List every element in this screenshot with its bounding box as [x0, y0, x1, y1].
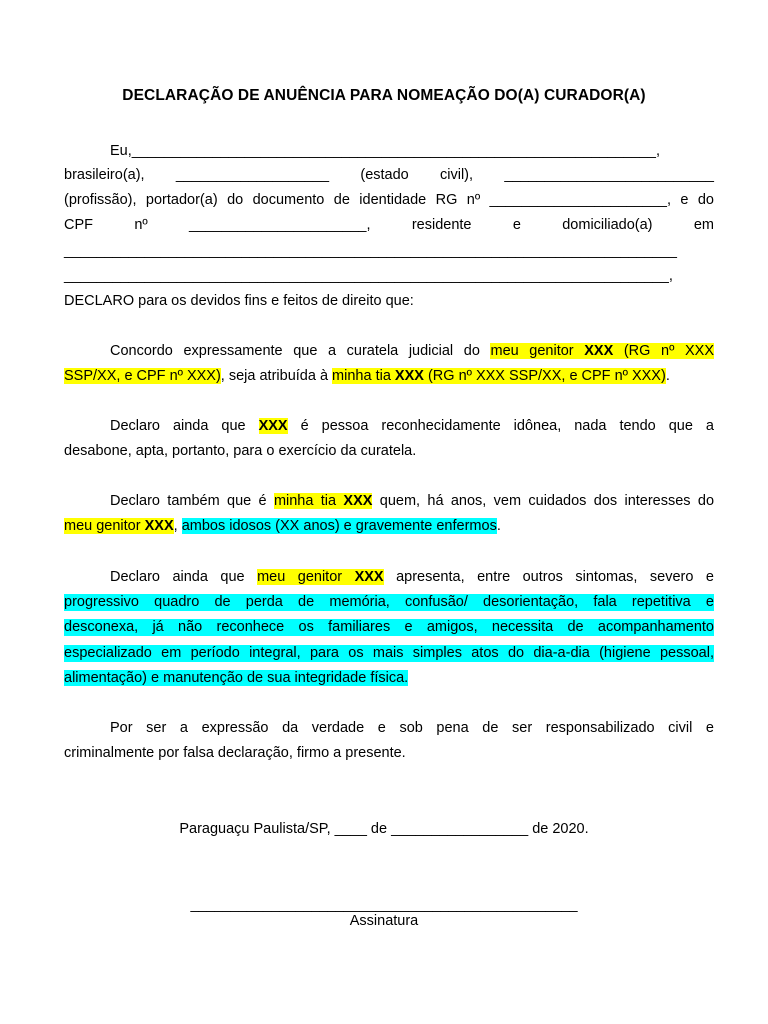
p4-line-5: alimentação) e manutenção de sua integridade física.	[64, 670, 409, 686]
intro-line-rg: (profissão), portador(a) do documento de identidade RG nº ______________________, e do	[64, 192, 714, 208]
place-date: Paraguaçu Paulista/SP, ____ de _________________ de 2020.	[179, 821, 589, 837]
p3-line-1: Declaro também que é minha tia XXX quem, há anos, vem cuidados dos interesses do	[110, 493, 715, 509]
intro-line-nationality: brasileiro(a), ___________________ (estado civil), __________________________	[64, 167, 714, 183]
p1-line-2: SSP/XX, e CPF nº XXX), seja atribuída à minha tia XXX (RG nº XXX SSP/XX, e CPF nº XXX).	[64, 368, 670, 384]
signature-label: Assinatura	[349, 913, 419, 929]
p5-line-2: criminalmente por falsa declaração, firmo a presente.	[64, 745, 406, 761]
p1-line-1: Concordo expressamente que a curatela judicial do meu genitor XXX (RG nº XXX	[110, 343, 714, 359]
p4-line-1: Declaro ainda que meu genitor XXX apresenta, entre outros sintomas, severo e	[110, 569, 714, 585]
p4-line-2: progressivo quadro de perda de memória, confusão/ desorientação, fala repetitiva e	[64, 594, 714, 610]
document-title: DECLARAÇÃO DE ANUÊNCIA PARA NOMEAÇÃO DO(A) CURADOR(A)	[122, 87, 646, 104]
declaro-line: DECLARO para os devidos fins e feitos de direito que:	[64, 293, 414, 309]
intro-line-name: Eu,_________________________________________________________________,	[110, 143, 660, 159]
intro-line-address-2: ___________________________________________________________________________,	[64, 268, 673, 284]
p4-line-3: desconexa, já não reconhece os familiares e amigos, necessita de acompanhamento	[64, 619, 714, 635]
intro-line-address-1: ____________________________________________________________________________	[64, 243, 677, 259]
p5-line-1: Por ser a expressão da verdade e sob pena de ser responsabilizado civil e	[110, 720, 714, 736]
p3-line-2: meu genitor XXX, ambos idosos (XX anos) e gravemente enfermos.	[64, 518, 501, 534]
p2-line-2: desabone, apta, portanto, para o exercício da curatela.	[64, 443, 417, 459]
intro-line-cpf: CPF nº ______________________, residente e domiciliado(a) em	[64, 217, 714, 233]
p2-line-1: Declaro ainda que XXX é pessoa reconhecidamente idônea, nada tendo que a	[110, 418, 714, 434]
signature-line: ________________________________________________	[190, 897, 578, 913]
p4-line-4: especializado em período integral, para os mais simples atos do dia-a-dia (higiene pessoal,	[64, 645, 714, 661]
